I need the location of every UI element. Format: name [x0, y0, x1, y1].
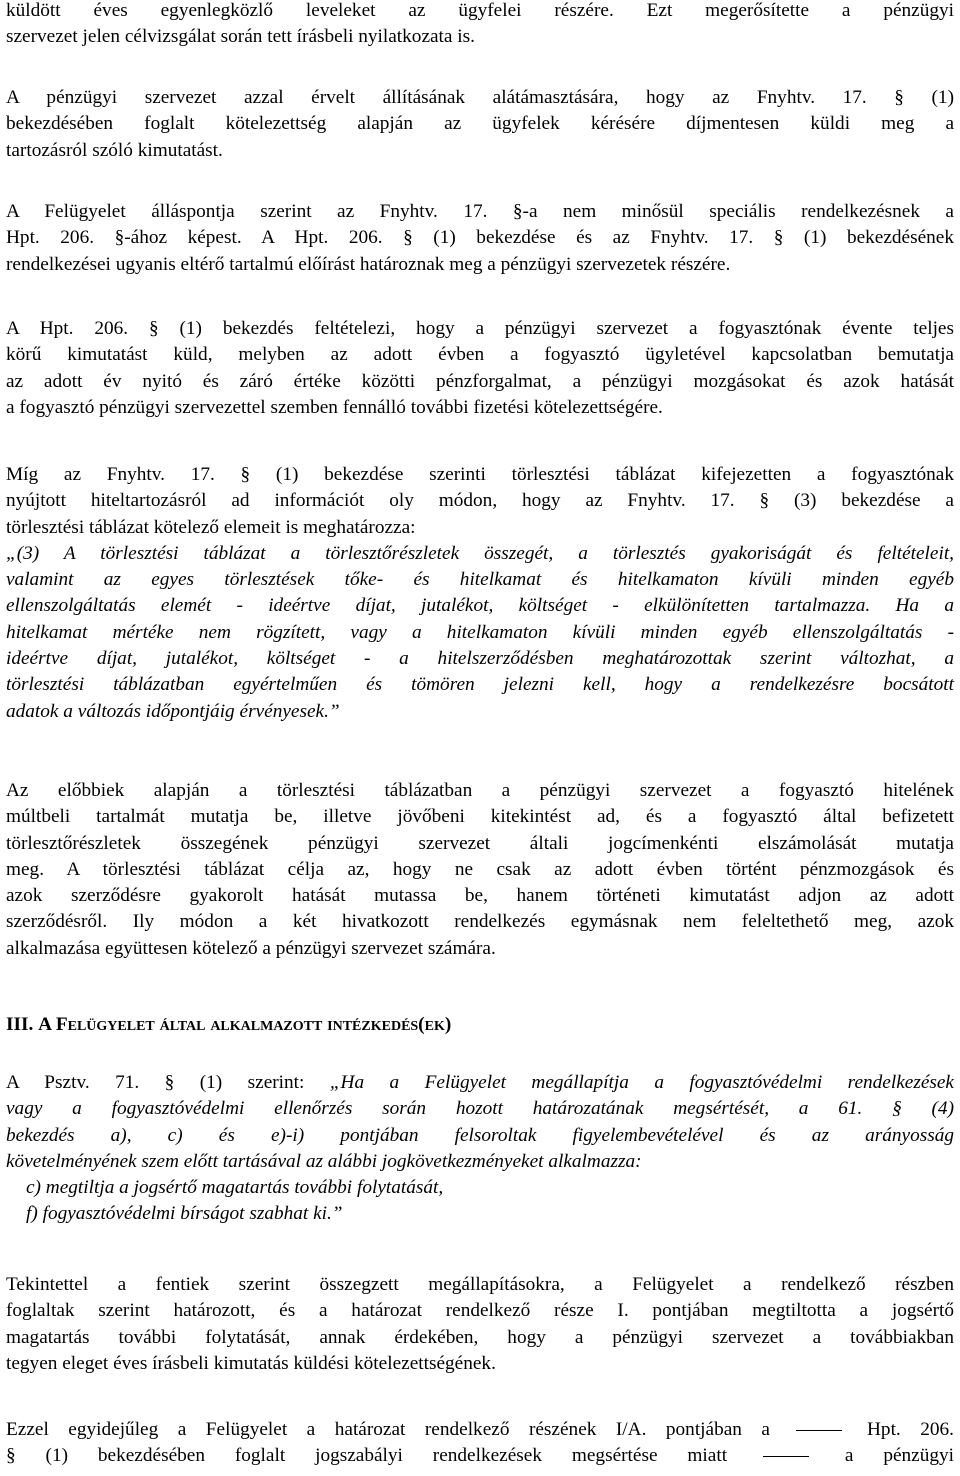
text-line: A pénzügyi szervezet azzal érvelt állításának alátámasztására, hogy az Fnyhtv. 17. § (1): [6, 87, 954, 108]
text-line: meg. A törlesztési táblázat célja az, hogy ne csak az adott évben történt pénzmozgások és: [6, 858, 954, 880]
text-line: szerződésről. Ily módon a két hivatkozott rendelkezés egymásnak nem feleltethető meg, azok: [6, 911, 954, 933]
quote-line: ideértve díjat, jutalékot, költséget - a hitelszerződésben meghatározottak szerint változhat, a: [6, 648, 954, 670]
text-line: törlesztőrészletek összegének pénzügyi szervezet általi jogcímenkénti elszámolását mutatja: [6, 832, 954, 854]
psztv-paragraph: [6, 1070, 954, 1228]
last-paragraph: [6, 1417, 954, 1470]
text-line: az adott év nyitó és záró értéke közötti pénzforgalmat, a pénzügyi mozgásokat és azok hatását: [6, 370, 954, 392]
paragraph-1: [6, 0, 954, 51]
list-item-f: f) fogyasztóvédelmi bírságot szabhat ki.”: [26, 1203, 343, 1225]
text-line: törlesztési táblázat kötelező elemeit is meghatározza:: [6, 516, 416, 538]
dash-rule: [763, 1456, 809, 1457]
quote-line: valamint az egyes törlesztések tőke- és hitelkamat és hitelkamaton kívüli minden egyéb: [6, 569, 954, 591]
text-line: körű kimutatást küld, melyben az adott évben a fogyasztó ügyletével kapcsolatban bemutatja: [6, 344, 954, 366]
quote-line: „Ha a Felügyelet megállapítja a fogyasztóvédelmi rendelkezések: [329, 1072, 954, 1093]
text-line: bekezdésében foglalt kötelezettség alapján az ügyfelek kérésére díjmentesen küldi meg a: [6, 113, 954, 135]
text-line: rendelkezései ugyanis eltérő tartalmú előírást határoznak meg a pénzügyi szervezetek részére.: [6, 253, 731, 275]
quote-line: „(3) A törlesztési táblázat a törlesztőrészletek összegét, a törlesztés gyakoriságát és feltételeit,: [6, 542, 954, 564]
text-fragment: Hpt. 206.: [867, 1419, 954, 1440]
text-line: tegyen eleget éves írásbeli kimutatás küldési kötelezettségének.: [6, 1352, 496, 1374]
quote-line: ellenszolgáltatás elemét - ideértve díjat, jutalékot, költséget - elkülönítetten tartalmazza. Ha a: [6, 595, 954, 617]
quote-line: törlesztési táblázatban egyértelműen és tömören jelezni kell, hogy a rendelkezésre bocsátott: [6, 674, 954, 696]
quote-line: követelményének szem előtt tartásával az alábbi jogkövetkezményeket alkalmazza:: [6, 1150, 642, 1172]
quote-line: bekezdés a), c) és e)-i) pontjában felsoroltak figyelembevételével és az arányosság: [6, 1124, 954, 1146]
text-line: Az előbbiek alapján a törlesztési táblázatban a pénzügyi szervezet a fogyasztó hitelének: [6, 780, 954, 801]
text-line: nyújtott hiteltartozásról ad információt oly módon, hogy az Fnyhtv. 17. § (3) bekezdése a: [6, 490, 954, 512]
paragraph-4: [6, 316, 954, 421]
text-line: foglaltak szerint határozott, és a határozat rendelkező része I. pontjában megtiltotta a jogsértő: [6, 1300, 954, 1322]
text-fragment: a pénzügyi: [844, 1445, 955, 1467]
conclusion-paragraph: [6, 1272, 954, 1377]
text-line: tartozásról szóló kimutatást.: [6, 139, 223, 161]
psztv-lead: A Psztv. 71. § (1) szerint:: [6, 1072, 330, 1093]
list-item-c: c) megtiltja a jogsértő magatartás további folytatását,: [26, 1177, 444, 1199]
text-line: azok szerződésre gyakorolt hatását mutassa be, hanem történeti kimutatást adjon az adott: [6, 885, 954, 907]
text-line: Míg az Fnyhtv. 17. § (1) bekezdése szerinti törlesztési táblázat kifejezetten a fogyasztónak: [6, 464, 954, 485]
text-line: küldött éves egyenlegközlő leveleket az ügyfelei részére. Ezt megerősítette a pénzügyi: [6, 0, 954, 21]
dash-rule: [796, 1430, 842, 1431]
paragraph-5: [6, 462, 954, 725]
text-line: alkalmazása együttesen kötelező a pénzügyi szervezet számára.: [6, 937, 496, 959]
text-line: Hpt. 206. §-ához képest. A Hpt. 206. § (1) bekezdése és az Fnyhtv. 17. § (1) bekezdésének: [6, 227, 954, 249]
text-line: A Hpt. 206. § (1) bekezdés feltételezi, hogy a pénzügyi szervezet a fogyasztónak évente teljes: [6, 318, 954, 339]
paragraph-3: [6, 199, 954, 278]
text-line: magatartás további folytatását, annak érdekében, hogy a pénzügyi szervezet a továbbiakban: [6, 1326, 954, 1348]
text-fragment: Ezzel egyidejűleg a Felügyelet a határozat rendelkező részének I/A. pontjában a: [6, 1419, 770, 1440]
paragraph-2: [6, 85, 954, 164]
quote-line: adatok a változás időpontjáig érvényesek.”: [6, 700, 340, 722]
text-line: Tekintettel a fentiek szerint összegzett megállapításokra, a Felügyelet a rendelkező részben: [6, 1274, 954, 1295]
section-title: A Felügyelet által alkalmazott intézkedés(ek): [38, 1014, 452, 1035]
quote-line: hitelkamat mértéke nem rögzített, vagy a hitelkamaton kívüli minden egyéb ellenszolgáltatás -: [6, 621, 954, 643]
section-heading: [6, 1012, 954, 1038]
text-line: a fogyasztó pénzügyi szervezettel szemben fennálló további fizetési kötelezettségére.: [6, 396, 663, 418]
quote-line: vagy a fogyasztóvédelmi ellenőrzés során hozott határozatának megsértését, a 61. § (4): [6, 1098, 954, 1120]
text-fragment: § (1) bekezdésében foglalt jogszabályi rendelkezések megsértése miatt: [6, 1445, 728, 1467]
text-line: A Felügyelet álláspontja szerint az Fnyhtv. 17. §-a nem minősül speciális rendelkezésnek a: [6, 201, 954, 222]
text-line: múltbeli tartalmát mutatja be, illetve jövőbeni kitekintést ad, és a fogyasztó által befizetett: [6, 806, 954, 828]
section-number: III.: [6, 1014, 34, 1035]
paragraph-6: [6, 778, 954, 962]
text-line: szervezet jelen célvizsgálat során tett írásbeli nyilatkozata is.: [6, 26, 475, 48]
